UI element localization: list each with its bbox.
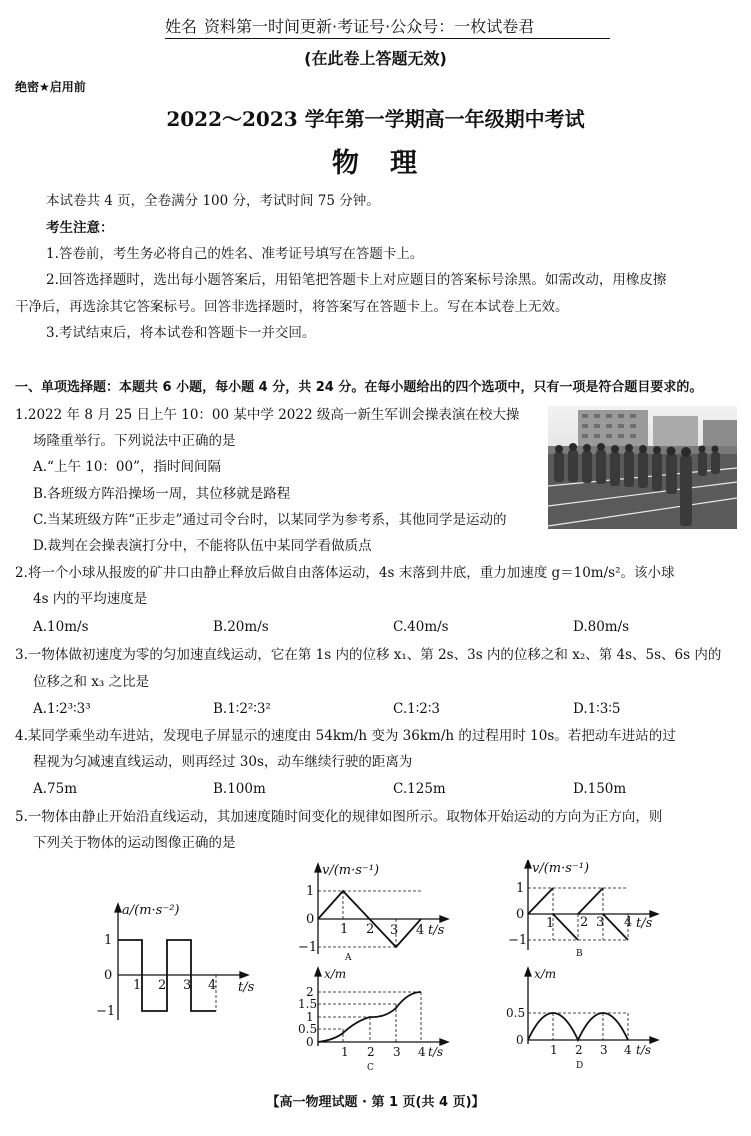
svg-text:0: 0: [306, 912, 315, 927]
notice-title: 考生注意：: [46, 220, 114, 236]
q4-option-a: A.75m: [33, 781, 78, 797]
q3-option-c: C.1∶2∶3: [393, 701, 440, 717]
svg-text:4: 4: [624, 915, 633, 930]
graph-d-t-label: t/s: [636, 1043, 652, 1057]
svg-text:2: 2: [366, 922, 375, 937]
q2-options: [33, 617, 751, 637]
svg-text:2: 2: [158, 978, 167, 993]
a-t-label: t/s: [238, 980, 255, 995]
graph-b-caption: B: [576, 949, 583, 959]
note-3: 3.考试结束后，将本试卷和答题卡一并交回。: [46, 325, 316, 341]
q2-option-c: C.40m/s: [393, 619, 449, 635]
q4-options: [33, 779, 751, 799]
svg-text:0: 0: [104, 968, 113, 983]
section-1-title: 一、单项选择题：本题共 6 小题，每小题 4 分，共 24 分。在每小题给出的四个选项中，只有一项是符合题目要求的。: [15, 380, 703, 395]
q1-stem-2: 场隆重举行。下列说法中正确的是: [33, 433, 236, 449]
svg-text:4: 4: [624, 1043, 632, 1057]
q4-option-b: B.100m: [213, 781, 266, 797]
graph-option-d-position: [500, 966, 680, 1076]
svg-text:3: 3: [183, 978, 192, 993]
svg-text:1: 1: [516, 881, 525, 896]
v-axis-label-b: v/(m·s⁻¹): [532, 861, 590, 876]
svg-text:0.5: 0.5: [298, 1022, 318, 1036]
page-footer: 【高一物理试题 · 第 1 页(共 4 页)】: [266, 1095, 485, 1110]
header-name-line: [165, 14, 610, 39]
svg-text:1: 1: [550, 1043, 558, 1057]
svg-text:2: 2: [580, 915, 589, 930]
q2-stem-1: 2.将一个小球从报废的矿井口由静止释放后做自由落体运动，4s 末落到井底，重力加速度 g＝10m/s²。该小球: [15, 565, 675, 581]
q4-stem-2: 程视为匀减速直线运动，则再经过 30s，动车继续行驶的距离为: [33, 754, 413, 770]
intro-line: 本试卷共 4 页，全卷满分 100 分，考试时间 75 分钟。: [46, 193, 380, 209]
svg-text:1: 1: [133, 978, 142, 993]
q3-stem-2: 位移之和 x₃ 之比是: [33, 674, 150, 690]
svg-text:4: 4: [418, 1045, 426, 1059]
svg-text:−1: −1: [508, 933, 528, 948]
graph-option-c-position: [290, 966, 470, 1076]
graph-a-caption: A: [345, 953, 352, 962]
invalid-note: (在此卷上答题无效): [304, 49, 447, 68]
svg-text:3: 3: [390, 923, 399, 938]
q1-option-c: C.当某班级方阵“正步走”通过司令台时，以某同学为参考系，其他同学是运动的: [33, 512, 507, 528]
svg-text:0: 0: [516, 907, 525, 922]
q3-option-d: D.1∶3∶5: [573, 701, 621, 717]
q2-option-a: A.10m/s: [33, 619, 89, 635]
svg-text:3: 3: [596, 915, 605, 930]
q3-option-a: A.1∶2³∶3³: [33, 701, 91, 717]
svg-text:2: 2: [367, 1045, 375, 1059]
svg-text:1: 1: [340, 922, 349, 937]
q4-option-c: C.125m: [393, 781, 446, 797]
q4-stem-1: 4.某同学乘坐动车进站，发现电子屏显示的速度由 54km/h 变为 36km/h 的过程用时 10s。若把动车进站的过: [15, 728, 676, 744]
graph-option-b-velocity: [500, 860, 680, 960]
svg-text:−1: −1: [96, 1004, 116, 1019]
svg-text:2: 2: [575, 1043, 583, 1057]
note-2: 2.回答选择题时，选出每小题答案后，用铅笔把答题卡上对应题目的答案标号涂黑。如需改动，用橡皮擦: [46, 272, 667, 288]
q4-option-d: D.150m: [573, 781, 627, 797]
graph-b-t-label: t/s: [636, 916, 653, 931]
q3-options: [33, 699, 751, 719]
q3-option-b: B.1∶2²∶3²: [213, 701, 271, 717]
svg-text:3: 3: [600, 1043, 608, 1057]
svg-text:0.5: 0.5: [506, 1006, 526, 1020]
svg-text:1: 1: [306, 884, 315, 899]
exam-title: 2022～2023 学年第一学期高一年级期中考试: [166, 107, 585, 131]
svg-text:1: 1: [546, 916, 555, 931]
q2-option-d: D.80m/s: [573, 619, 630, 635]
q1-option-d: D.裁判在会操表演打分中，不能将队伍中某同学看做质点: [33, 538, 372, 554]
svg-text:0: 0: [306, 1035, 314, 1049]
graph-option-a-velocity: [290, 862, 470, 962]
military-drill-photo: [548, 406, 737, 529]
svg-text:1: 1: [341, 1045, 349, 1059]
x-axis-label-c: x/m: [324, 967, 347, 981]
v-axis-label-a: v/(m·s⁻¹): [322, 863, 380, 878]
svg-text:1: 1: [306, 1010, 314, 1024]
q2-option-b: B.20m/s: [213, 619, 269, 635]
graph-c-t-label: t/s: [428, 1045, 444, 1059]
name-label: 姓名: [165, 17, 198, 36]
graph-c-caption: C: [367, 1063, 374, 1073]
q1-option-a: A.“上午 10：00”，指时间间隔: [33, 459, 221, 475]
svg-text:1.5: 1.5: [298, 997, 318, 1011]
svg-text:−1: −1: [298, 940, 318, 955]
q5-stem-1: 5.一物体由静止开始沿直线运动，其加速度随时间变化的规律如图所示。取物体开始运动的方向为正方向，则: [15, 809, 663, 825]
subject-title: 物 理: [332, 148, 419, 179]
svg-text:2: 2: [306, 985, 314, 999]
svg-text:1: 1: [104, 933, 113, 948]
graph-a-t-label: t/s: [428, 923, 445, 938]
graph-d-caption: D: [576, 1061, 584, 1071]
note-1: 1.答卷前，考生务必将自己的姓名、准考证号填写在答题卡上。: [46, 246, 424, 262]
svg-text:4: 4: [416, 923, 425, 938]
secret-label: 绝密★启用前: [15, 80, 86, 94]
note-2-cont: 干净后，再选涂其它答案标号。回答非选择题时，将答案写在答题卡上。写在本试卷上无效。: [15, 299, 569, 315]
q1-option-b: B.各班级方阵沿操场一周，其位移就是路程: [33, 486, 291, 502]
svg-text:3: 3: [393, 1045, 401, 1059]
q5-stem-2: 下列关于物体的运动图像正确的是: [33, 835, 236, 851]
acceleration-time-graph: [90, 900, 260, 1030]
header-note: 资料第一时间更新·考证号·公众号：一枚试卷君: [204, 17, 535, 36]
q3-stem-1: 3.一物体做初速度为零的匀加速直线运动，它在第 1s 内的位移 x₁、第 2s、3s 内的位移之和 x₂、第 4s、5s、6s 内的: [15, 647, 722, 663]
q1-stem-1: 1.2022 年 8 月 25 日上午 10：00 某中学 2022 级高一新生军训会操表演在校大操: [15, 407, 520, 423]
x-axis-label-d: x/m: [534, 967, 557, 981]
svg-text:4: 4: [208, 978, 217, 993]
svg-text:0: 0: [516, 1033, 524, 1047]
a-axis-label: a/(m·s⁻²): [122, 903, 180, 918]
q2-stem-2: 4s 内的平均速度是: [33, 591, 148, 607]
